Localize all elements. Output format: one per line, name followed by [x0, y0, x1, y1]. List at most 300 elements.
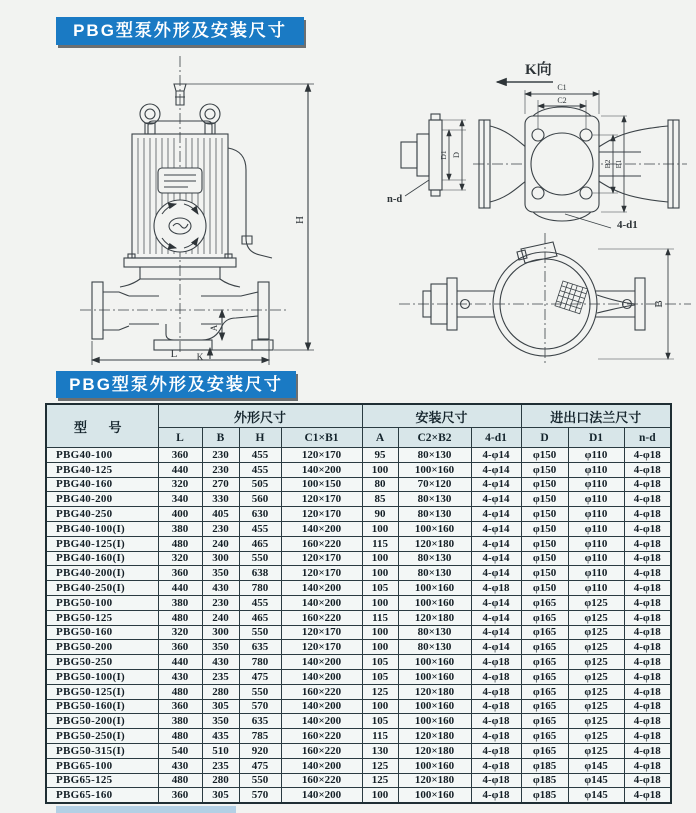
- model-cell: PBG40-160: [46, 477, 158, 492]
- value-cell: 160×220: [281, 743, 362, 758]
- value-cell: 105: [362, 714, 398, 729]
- value-cell: 95: [362, 448, 398, 463]
- table-row: [46, 640, 671, 655]
- pump-side-view-drawing: [395, 231, 695, 368]
- value-cell: 140×200: [281, 521, 362, 536]
- value-cell: φ110: [568, 581, 624, 596]
- value-cell: 80×130: [398, 551, 471, 566]
- value-cell: 4-φ18: [624, 610, 671, 625]
- value-cell: 4-φ18: [624, 581, 671, 596]
- value-cell: 480: [158, 610, 202, 625]
- value-cell: φ125: [568, 729, 624, 744]
- value-cell: 100: [362, 521, 398, 536]
- value-cell: φ150: [521, 507, 568, 522]
- value-cell: 4-φ18: [471, 684, 521, 699]
- value-cell: 4-φ18: [624, 699, 671, 714]
- value-cell: φ185: [521, 773, 568, 788]
- dim-label-D1: D1: [439, 150, 448, 160]
- value-cell: 440: [158, 462, 202, 477]
- model-cell: PBG50-125: [46, 610, 158, 625]
- value-cell: 100: [362, 788, 398, 803]
- model-cell: PBG40-250(I): [46, 581, 158, 596]
- value-cell: 400: [158, 507, 202, 522]
- model-cell: PBG50-160(I): [46, 699, 158, 714]
- value-cell: 85: [362, 492, 398, 507]
- value-cell: 125: [362, 773, 398, 788]
- value-cell: φ125: [568, 743, 624, 758]
- column-header-C1B1: C1×B1: [281, 428, 362, 448]
- value-cell: 360: [158, 640, 202, 655]
- table-row: [46, 714, 671, 729]
- value-cell: 4-φ18: [624, 551, 671, 566]
- value-cell: 4-φ18: [624, 566, 671, 581]
- value-cell: 440: [158, 655, 202, 670]
- value-cell: 920: [239, 743, 281, 758]
- value-cell: 570: [239, 788, 281, 803]
- value-cell: 550: [239, 625, 281, 640]
- value-cell: 235: [202, 669, 239, 684]
- value-cell: 550: [239, 773, 281, 788]
- value-cell: 405: [202, 507, 239, 522]
- table-row: [46, 566, 671, 581]
- value-cell: φ165: [521, 625, 568, 640]
- value-cell: φ165: [521, 655, 568, 670]
- table-row: [46, 521, 671, 536]
- value-cell: 80×130: [398, 625, 471, 640]
- value-cell: 480: [158, 729, 202, 744]
- dim-label-4d1: 4-d1: [617, 219, 638, 231]
- value-cell: φ125: [568, 655, 624, 670]
- pump-k-view-drawing: [385, 56, 690, 234]
- value-cell: 140×200: [281, 595, 362, 610]
- model-cell: PBG50-250: [46, 655, 158, 670]
- column-header-H: H: [239, 428, 281, 448]
- model-cell: PBG40-200: [46, 492, 158, 507]
- value-cell: 4-φ14: [471, 551, 521, 566]
- value-cell: 455: [239, 462, 281, 477]
- value-cell: φ125: [568, 625, 624, 640]
- value-cell: 320: [158, 551, 202, 566]
- value-cell: 115: [362, 536, 398, 551]
- dim-label-K: K: [196, 353, 204, 363]
- value-cell: 120×170: [281, 551, 362, 566]
- value-cell: φ145: [568, 758, 624, 773]
- value-cell: φ125: [568, 640, 624, 655]
- value-cell: φ125: [568, 610, 624, 625]
- value-cell: 300: [202, 551, 239, 566]
- model-cell: PBG40-125: [46, 462, 158, 477]
- value-cell: 560: [239, 492, 281, 507]
- value-cell: 4-φ18: [624, 729, 671, 744]
- value-cell: 540: [158, 743, 202, 758]
- value-cell: 4-φ18: [624, 669, 671, 684]
- model-cell: PBG40-100: [46, 448, 158, 463]
- value-cell: 330: [202, 492, 239, 507]
- value-cell: 4-φ18: [624, 655, 671, 670]
- value-cell: 4-φ18: [471, 729, 521, 744]
- value-cell: 140×200: [281, 581, 362, 596]
- value-cell: φ165: [521, 669, 568, 684]
- value-cell: 100: [362, 595, 398, 610]
- value-cell: 4-φ18: [624, 477, 671, 492]
- value-cell: 300: [202, 625, 239, 640]
- value-cell: 125: [362, 684, 398, 699]
- column-header-L: L: [158, 428, 202, 448]
- value-cell: 4-φ18: [624, 448, 671, 463]
- value-cell: φ150: [521, 492, 568, 507]
- table-row: [46, 595, 671, 610]
- value-cell: 280: [202, 684, 239, 699]
- value-cell: φ110: [568, 462, 624, 477]
- value-cell: 475: [239, 669, 281, 684]
- value-cell: 475: [239, 758, 281, 773]
- dim-label-H: H: [294, 216, 306, 224]
- value-cell: 230: [202, 595, 239, 610]
- value-cell: 440: [158, 581, 202, 596]
- value-cell: φ125: [568, 669, 624, 684]
- value-cell: 465: [239, 610, 281, 625]
- dim-label-C1: C1: [557, 83, 567, 92]
- value-cell: φ185: [521, 758, 568, 773]
- value-cell: 4-φ14: [471, 521, 521, 536]
- value-cell: 360: [158, 448, 202, 463]
- value-cell: 465: [239, 536, 281, 551]
- value-cell: 120×180: [398, 743, 471, 758]
- value-cell: 780: [239, 655, 281, 670]
- table-row: [46, 551, 671, 566]
- column-header-nd: n-d: [624, 428, 671, 448]
- table-row: [46, 477, 671, 492]
- value-cell: 4-φ14: [471, 477, 521, 492]
- column-group-install: 安装尺寸: [362, 404, 521, 428]
- value-cell: 635: [239, 640, 281, 655]
- model-cell: PBG40-100(I): [46, 521, 158, 536]
- model-cell: PBG65-100: [46, 758, 158, 773]
- column-header-C2B2: C2×B2: [398, 428, 471, 448]
- value-cell: 100: [362, 640, 398, 655]
- value-cell: 160×220: [281, 773, 362, 788]
- value-cell: 4-φ18: [624, 773, 671, 788]
- value-cell: 100×160: [398, 462, 471, 477]
- value-cell: 100×160: [398, 521, 471, 536]
- model-cell: PBG50-100: [46, 595, 158, 610]
- value-cell: 350: [202, 714, 239, 729]
- value-cell: 4-φ18: [471, 758, 521, 773]
- value-cell: 160×220: [281, 729, 362, 744]
- value-cell: 125: [362, 758, 398, 773]
- value-cell: 100×160: [398, 699, 471, 714]
- column-header-B: B: [202, 428, 239, 448]
- value-cell: 80×130: [398, 507, 471, 522]
- value-cell: φ145: [568, 773, 624, 788]
- value-cell: 280: [202, 773, 239, 788]
- value-cell: 350: [202, 566, 239, 581]
- value-cell: 140×200: [281, 669, 362, 684]
- value-cell: 4-φ18: [624, 536, 671, 551]
- table-row: [46, 536, 671, 551]
- value-cell: 120×170: [281, 640, 362, 655]
- table-body: [46, 448, 671, 804]
- dim-label-B1: B1: [614, 159, 623, 169]
- value-cell: 4-φ18: [471, 773, 521, 788]
- value-cell: 120×170: [281, 566, 362, 581]
- table-row: [46, 699, 671, 714]
- value-cell: φ150: [521, 477, 568, 492]
- value-cell: 435: [202, 729, 239, 744]
- value-cell: 160×220: [281, 536, 362, 551]
- value-cell: 120×180: [398, 773, 471, 788]
- value-cell: φ110: [568, 492, 624, 507]
- value-cell: φ165: [521, 610, 568, 625]
- value-cell: φ150: [521, 462, 568, 477]
- value-cell: 4-φ18: [471, 743, 521, 758]
- model-cell: PBG50-315(I): [46, 743, 158, 758]
- value-cell: 638: [239, 566, 281, 581]
- value-cell: 630: [239, 507, 281, 522]
- value-cell: 100: [362, 462, 398, 477]
- value-cell: φ110: [568, 521, 624, 536]
- value-cell: 635: [239, 714, 281, 729]
- value-cell: φ125: [568, 699, 624, 714]
- value-cell: 80×130: [398, 448, 471, 463]
- value-cell: 4-φ18: [624, 595, 671, 610]
- value-cell: 120×180: [398, 536, 471, 551]
- value-cell: 115: [362, 729, 398, 744]
- value-cell: 100: [362, 699, 398, 714]
- value-cell: 505: [239, 477, 281, 492]
- value-cell: 100×150: [281, 477, 362, 492]
- value-cell: 100×160: [398, 669, 471, 684]
- table-row: [46, 507, 671, 522]
- value-cell: 120×170: [281, 625, 362, 640]
- model-cell: PBG50-200: [46, 640, 158, 655]
- value-cell: φ150: [521, 566, 568, 581]
- value-cell: 120×170: [281, 507, 362, 522]
- value-cell: 305: [202, 788, 239, 803]
- value-cell: 105: [362, 581, 398, 596]
- value-cell: φ165: [521, 729, 568, 744]
- value-cell: 4-φ18: [471, 669, 521, 684]
- value-cell: φ110: [568, 536, 624, 551]
- value-cell: 4-φ18: [624, 743, 671, 758]
- value-cell: 320: [158, 477, 202, 492]
- model-cell: PBG40-160(I): [46, 551, 158, 566]
- value-cell: φ165: [521, 595, 568, 610]
- value-cell: φ185: [521, 788, 568, 803]
- value-cell: φ145: [568, 788, 624, 803]
- value-cell: 140×200: [281, 462, 362, 477]
- drawing-section-title: PBG型泵外形及安装尺寸: [56, 17, 304, 45]
- value-cell: 4-φ18: [624, 758, 671, 773]
- value-cell: 430: [202, 581, 239, 596]
- value-cell: φ150: [521, 551, 568, 566]
- next-section-banner-cutoff: [56, 806, 236, 813]
- value-cell: 100×160: [398, 655, 471, 670]
- table-row: [46, 581, 671, 596]
- value-cell: 550: [239, 684, 281, 699]
- value-cell: 380: [158, 595, 202, 610]
- value-cell: 160×220: [281, 684, 362, 699]
- value-cell: 230: [202, 462, 239, 477]
- value-cell: 100×160: [398, 714, 471, 729]
- table-row: [46, 655, 671, 670]
- table-row: [46, 492, 671, 507]
- model-cell: PBG40-250: [46, 507, 158, 522]
- value-cell: 380: [158, 714, 202, 729]
- value-cell: 105: [362, 669, 398, 684]
- value-cell: 4-φ14: [471, 640, 521, 655]
- table-row: [46, 758, 671, 773]
- value-cell: 4-φ18: [624, 462, 671, 477]
- value-cell: 340: [158, 492, 202, 507]
- value-cell: 4-φ14: [471, 507, 521, 522]
- value-cell: 235: [202, 758, 239, 773]
- value-cell: 120×180: [398, 729, 471, 744]
- value-cell: 360: [158, 699, 202, 714]
- value-cell: 105: [362, 655, 398, 670]
- column-header-D: D: [521, 428, 568, 448]
- value-cell: φ150: [521, 581, 568, 596]
- value-cell: 430: [158, 669, 202, 684]
- value-cell: 120×180: [398, 610, 471, 625]
- value-cell: φ150: [521, 521, 568, 536]
- value-cell: 4-φ14: [471, 595, 521, 610]
- value-cell: 4-φ14: [471, 610, 521, 625]
- value-cell: 115: [362, 610, 398, 625]
- value-cell: 270: [202, 477, 239, 492]
- column-header-model: 型 号: [46, 404, 158, 448]
- value-cell: φ125: [568, 714, 624, 729]
- value-cell: 360: [158, 566, 202, 581]
- value-cell: 140×200: [281, 655, 362, 670]
- model-cell: PBG50-100(I): [46, 669, 158, 684]
- dim-label-nd: n-d: [387, 194, 403, 205]
- column-header-D1: D1: [568, 428, 624, 448]
- dim-label-L: L: [170, 348, 178, 360]
- value-cell: 4-φ14: [471, 448, 521, 463]
- value-cell: φ150: [521, 536, 568, 551]
- pump-drawings: [0, 46, 696, 368]
- dim-label-A: A: [209, 324, 219, 332]
- value-cell: 4-φ18: [471, 788, 521, 803]
- value-cell: 80×130: [398, 566, 471, 581]
- column-header-A: A: [362, 428, 398, 448]
- model-cell: PBG50-160: [46, 625, 158, 640]
- value-cell: 80×130: [398, 492, 471, 507]
- value-cell: 320: [158, 625, 202, 640]
- value-cell: 130: [362, 743, 398, 758]
- value-cell: φ110: [568, 566, 624, 581]
- table-section-title: PBG型泵外形及安装尺寸: [56, 371, 296, 398]
- table-row: [46, 448, 671, 463]
- value-cell: φ165: [521, 743, 568, 758]
- dim-label-C2: C2: [557, 96, 567, 105]
- value-cell: 90: [362, 507, 398, 522]
- value-cell: 4-φ14: [471, 492, 521, 507]
- value-cell: φ110: [568, 551, 624, 566]
- model-cell: PBG50-200(I): [46, 714, 158, 729]
- model-cell: PBG40-200(I): [46, 566, 158, 581]
- column-group-outline: 外形尺寸: [158, 404, 362, 428]
- value-cell: 240: [202, 610, 239, 625]
- model-cell: PBG50-125(I): [46, 684, 158, 699]
- pump-front-view-drawing: [70, 54, 370, 369]
- column-header-4d1: 4-d1: [471, 428, 521, 448]
- value-cell: φ125: [568, 595, 624, 610]
- value-cell: 4-φ18: [624, 714, 671, 729]
- value-cell: 380: [158, 521, 202, 536]
- value-cell: 480: [158, 773, 202, 788]
- value-cell: 120×170: [281, 448, 362, 463]
- k-view-title: K向: [525, 62, 552, 78]
- value-cell: 160×220: [281, 610, 362, 625]
- value-cell: 4-φ18: [471, 699, 521, 714]
- dimension-table-wrap: [45, 403, 672, 804]
- table-row: [46, 610, 671, 625]
- value-cell: 140×200: [281, 699, 362, 714]
- value-cell: 305: [202, 699, 239, 714]
- value-cell: 70×120: [398, 477, 471, 492]
- value-cell: φ110: [568, 477, 624, 492]
- value-cell: 4-φ18: [624, 521, 671, 536]
- value-cell: 780: [239, 581, 281, 596]
- value-cell: 4-φ18: [624, 507, 671, 522]
- value-cell: 430: [202, 655, 239, 670]
- value-cell: 100: [362, 566, 398, 581]
- value-cell: 360: [158, 788, 202, 803]
- value-cell: 100×160: [398, 581, 471, 596]
- value-cell: φ125: [568, 684, 624, 699]
- column-group-flange: 进出口法兰尺寸: [521, 404, 671, 428]
- table-row: [46, 773, 671, 788]
- value-cell: 510: [202, 743, 239, 758]
- value-cell: 4-φ14: [471, 462, 521, 477]
- value-cell: φ165: [521, 699, 568, 714]
- value-cell: 4-φ18: [624, 492, 671, 507]
- value-cell: 120×180: [398, 684, 471, 699]
- value-cell: 100: [362, 625, 398, 640]
- value-cell: 230: [202, 448, 239, 463]
- model-cell: PBG40-125(I): [46, 536, 158, 551]
- value-cell: 4-φ18: [624, 788, 671, 803]
- dim-label-D: D: [451, 151, 461, 159]
- value-cell: φ165: [521, 684, 568, 699]
- value-cell: 480: [158, 684, 202, 699]
- value-cell: 4-φ18: [624, 640, 671, 655]
- value-cell: 100: [362, 551, 398, 566]
- value-cell: φ110: [568, 448, 624, 463]
- value-cell: 4-φ18: [471, 655, 521, 670]
- value-cell: 430: [158, 758, 202, 773]
- value-cell: 140×200: [281, 758, 362, 773]
- value-cell: 785: [239, 729, 281, 744]
- table-row: [46, 743, 671, 758]
- value-cell: 100×160: [398, 758, 471, 773]
- value-cell: 4-φ14: [471, 536, 521, 551]
- dim-label-B2: B2: [603, 159, 612, 169]
- model-cell: PBG50-250(I): [46, 729, 158, 744]
- value-cell: 350: [202, 640, 239, 655]
- value-cell: 100×160: [398, 788, 471, 803]
- table-row: [46, 462, 671, 477]
- value-cell: 455: [239, 521, 281, 536]
- value-cell: 240: [202, 536, 239, 551]
- value-cell: 4-φ18: [471, 714, 521, 729]
- model-cell: PBG65-125: [46, 773, 158, 788]
- value-cell: 550: [239, 551, 281, 566]
- value-cell: 140×200: [281, 714, 362, 729]
- value-cell: φ165: [521, 640, 568, 655]
